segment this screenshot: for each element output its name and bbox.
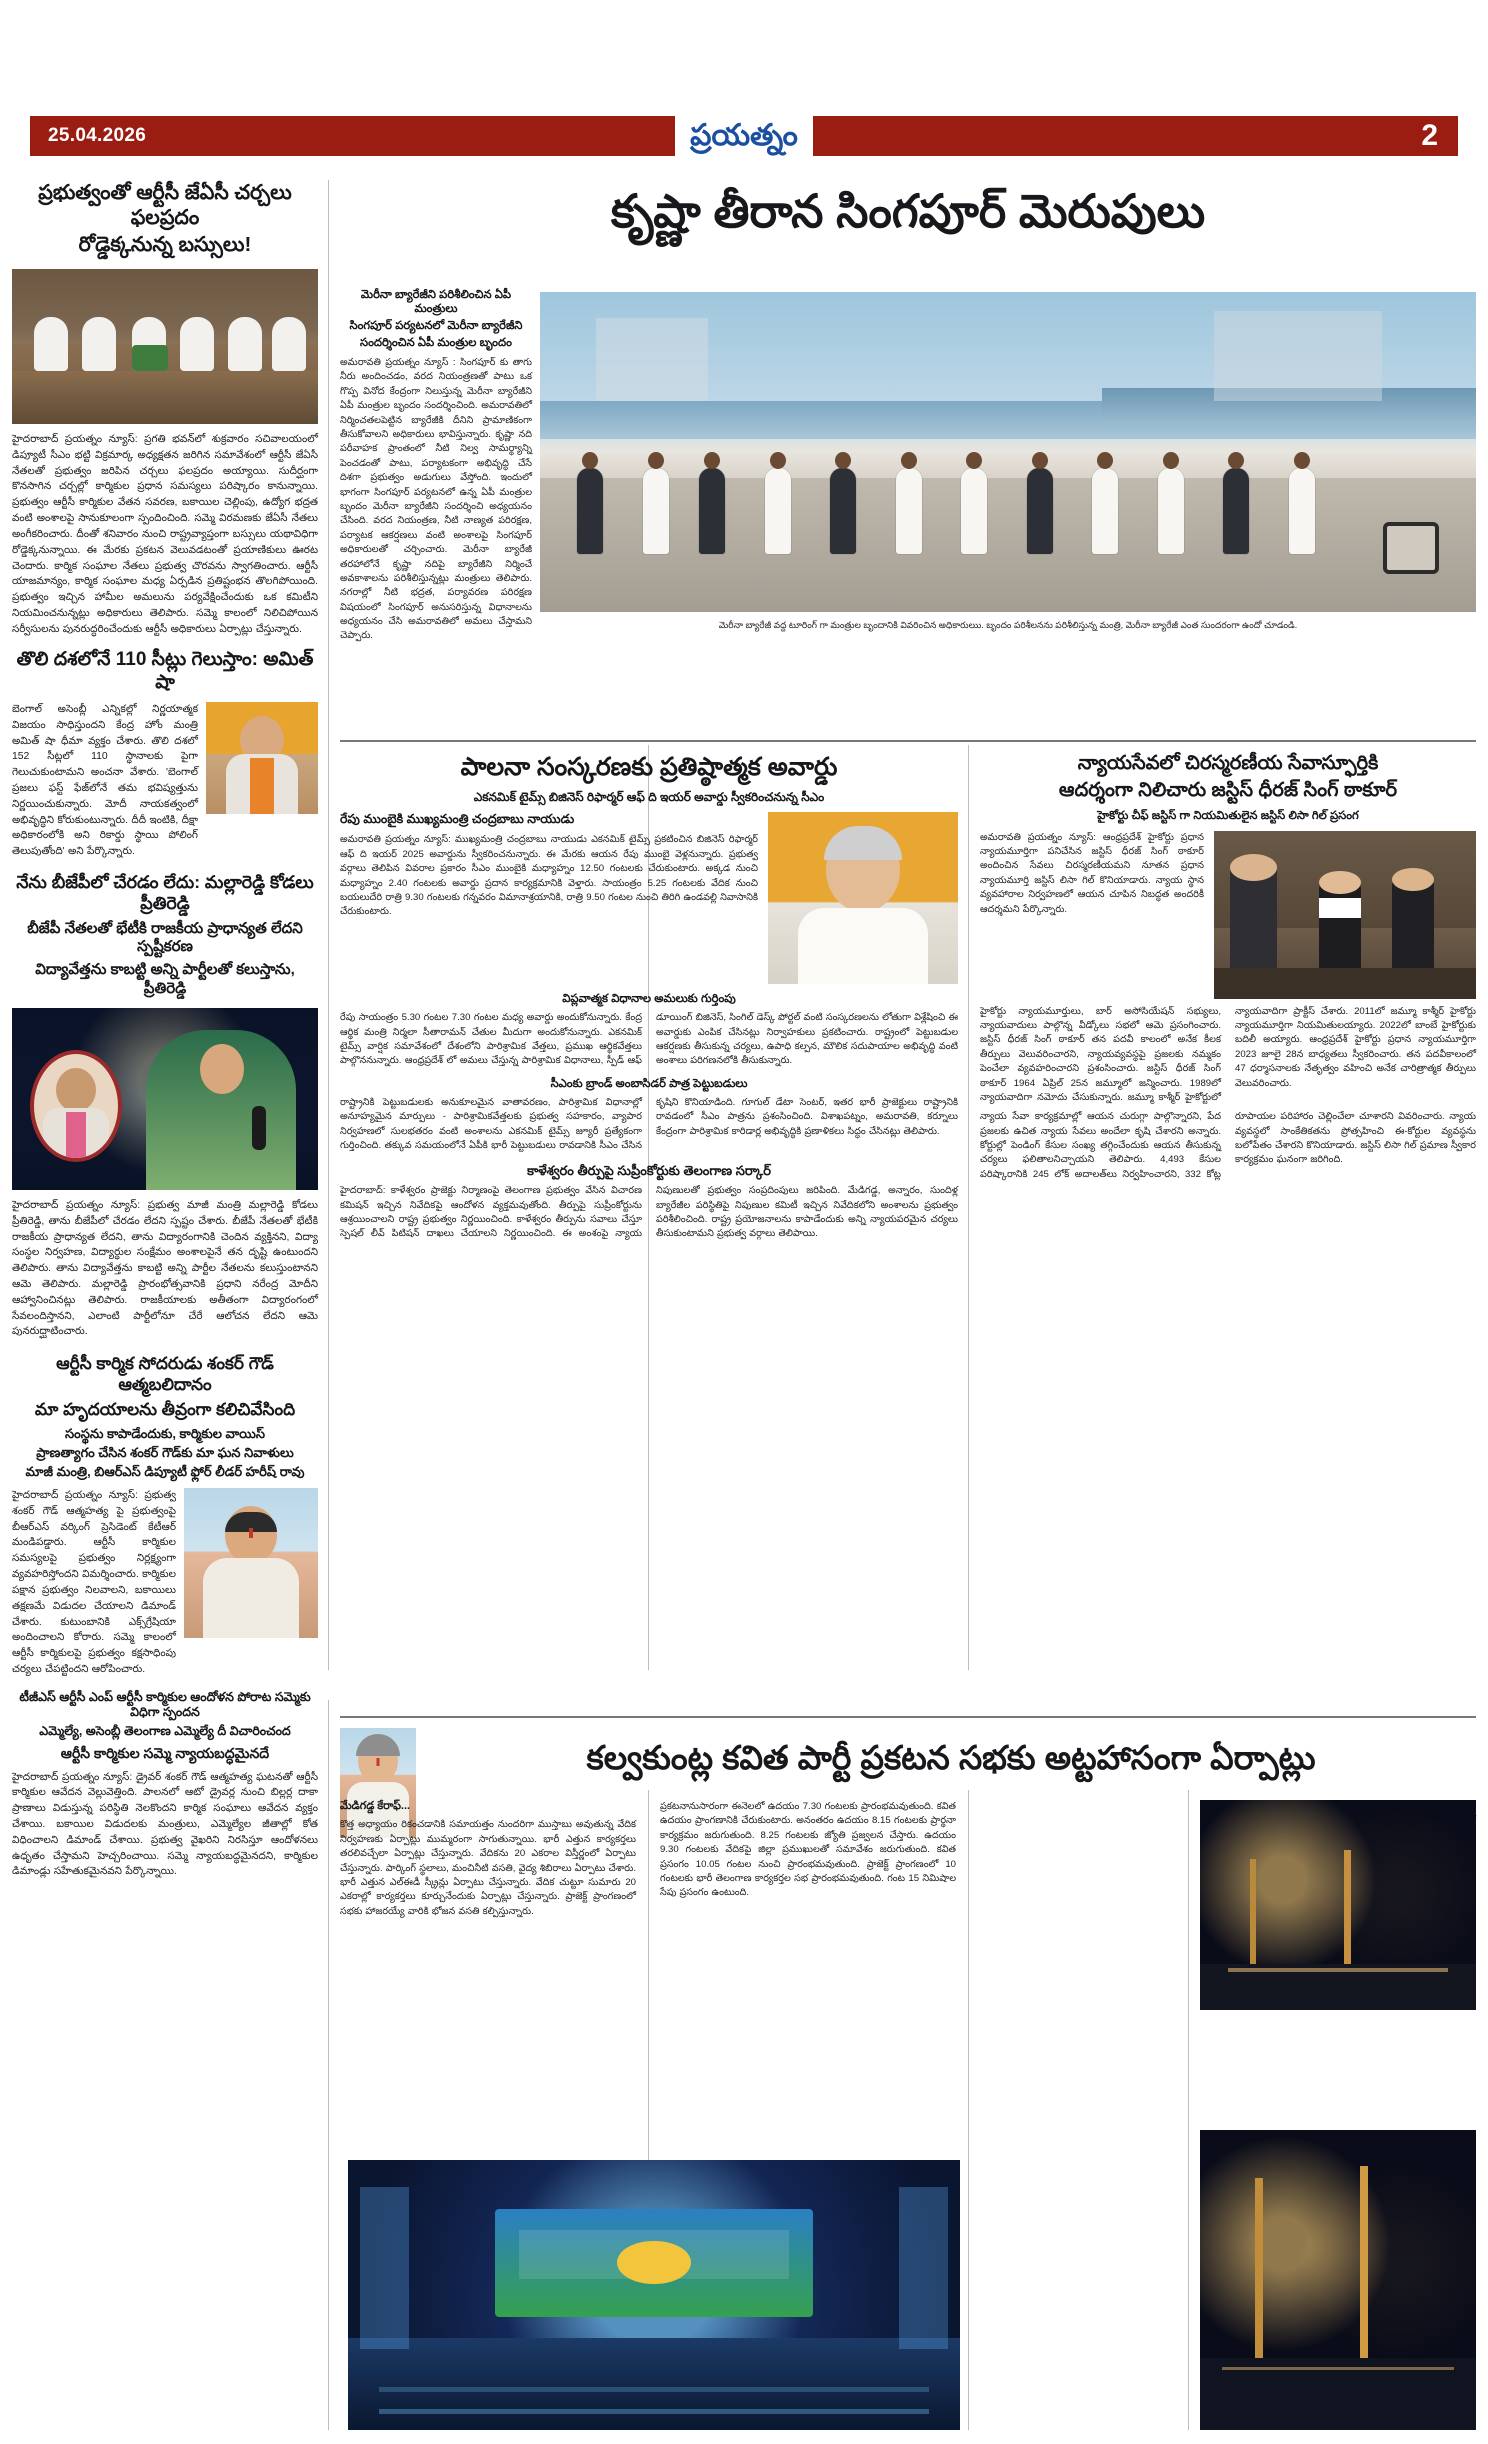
story-amit-shah-headline: తొలి దశలోనే 110 సీట్లు గెలుస్తాం: అమిత్ షా bbox=[16, 648, 314, 693]
horizontal-rule-bottom bbox=[340, 1716, 1476, 1718]
story-preethi-headline-3: విద్యావేత్తను కాబట్టి అన్ని పార్టీలతో కలుస్తాను, ప్రీతిరెడ్డి bbox=[35, 961, 295, 997]
photo-amit-shah bbox=[206, 702, 318, 814]
photo-preethi-rally bbox=[12, 1008, 318, 1190]
main-sub-3: సందర్శించిన ఏపీ మంత్రుల బృందం bbox=[360, 337, 512, 350]
award-sub-2: రేపు ముంబైకి ముఖ్యమంత్రి చంద్రబాబు నాయుడు bbox=[340, 812, 575, 827]
award-sub-4: సీఎంకు బ్రాండ్ అంబాసిడర్ పాత్ర పెట్టుబడులు bbox=[550, 1077, 748, 1090]
photo-marina-barrage bbox=[540, 292, 1476, 612]
photo-stage-night bbox=[1200, 1800, 1476, 2010]
story-rtc-jac-headline-1: ప్రభుత్వంతో ఆర్టీసీ జేఏసీ చర్చలు ఫలప్రదం bbox=[38, 181, 292, 229]
main-headline: కృష్ణా తీరాన సింగపూర్ మెరుపులు bbox=[610, 185, 1206, 237]
main-story-body: అమరావతి ప్రయత్నం న్యూస్ : సింగపూర్ కు తాగు నీరు అందించడం, వరద నియంత్రణతో పాటు ఒక గొప్ప వినోద కేంద్రంగా నిలుస్తున్న మెరీనా బ్యారేజీని ఏపీ మంత్రుల బృందం సందర్శించింది. అమరావతిలో నిర్మించతలపెట్టిన బ్యారేజీకి దీనిని ప్రామాణికంగా తీసుకోవాలని అధికారులు భావిస్తున్నారు. కృష్ణా నది పరీవాహక ప్రాంతంలో నీటి నిల్వ సామర్థ్యాన్ని పెంచడంతో పాటు, పర్యాటకంగా అభివృద్ధి చేసే దిశగా ప్రభుత్వం అడుగులు వేస్తోంది. ఇందులో భాగంగా సింగపూర్ పర్యటనలో ఉన్న ఏపీ మంత్రుల బృందం మెరీనా బ్యారేజీని సందర్శించి అధ్యయనం చేసింది. వరద నియంత్రణ, నీటి నాణ్యత పరిరక్షణ, పర్యాటక ఆకర్షణలు వంటి అంశాలపై సింగపూర్ అధికారులతో చర్చించారు. మెరీనా బ్యారేజీ తరహాలోనే కృష్ణా నదిపై బ్యారేజీని నిర్మించే అవకాశాలను పరిశీలిస్తున్నట్లు మంత్రులు తెలిపారు. నగరాల్లో నీటి భద్రత, పర్యావరణ పరిరక్షణ విషయంలో సింగపూర్ అనుసరిస్తున్న విధానాలను అధ్యయనం చేసి అమరావతిలో అమలు చేస్తామని చెప్పారు. bbox=[340, 357, 532, 642]
award-body: అమరావతి ప్రయత్నం న్యూస్: ముఖ్యమంత్రి చంద్రబాబు నాయుడు ఎకనమిక్ టైమ్స్ ప్రకటించిన బిజినెస్ రిఫార్మర్ ఆఫ్ ది ఇయర్ 2025 అవార్డును స్వీకరించనున్నారు. ఈ మేరకు ఆయన రేపు ముంబై వెళ్లనున్నారు. ప్రభుత్వ వర్గాలు తెలిపిన వివరాల ప్రకారం సీఎం ముంబైకి మధ్యాహ్నం 12.50 గంటలకు చేరుకుంటారు. అక్కడ నుంచి మధ్యాహ్నం 2.40 గంటలకు అవార్డు ప్రదాన కార్యక్రమానికి వెళ్తారు. సాయంత్రం 5.25 గంటలకు వేదిక నుంచి బయలుదేరి రాత్రి 9.30 గంటలకు గన్నవరం విమానాశ్రయానికి, రాత్రి 9.50 గంటల నుంచి తిరిగి ఉండవల్లి నివాసానికి చేరుకుంటారు. bbox=[340, 834, 758, 918]
photo-chandrababu bbox=[768, 812, 958, 984]
story-preethi-reddy bbox=[12, 872, 318, 1340]
photo-rtc-meeting bbox=[12, 269, 318, 424]
award-headline: పాలనా సంస్కరణకు ప్రతిష్ఠాత్మక అవార్డు bbox=[460, 753, 838, 781]
story-rtc-strike-body: హైదరాబాద్ ప్రయత్నం న్యూస్: డ్రైవర్ శంకర్ గౌడ్ ఆత్మహత్య ఘటనతో ఆర్టీసీ కార్మికుల ఆవేదన వెల్లువెత్తింది. పాలనలో ఆటో డ్రైవర్ల నుంచి బిల్లర్ల దాకా ప్రాణాలు విడుస్తున్న పరిస్థితి నెలకొందని కార్మిక సంఘాలు ఆవేదన వ్యక్తం చేశాయి. బకాయిల విడుదలకు మంత్రులు, ఎమ్మెల్యేల జీతాల్లో కోత విధించాలని డిమాండ్ చేశాయి. ప్రభుత్వ వైఖరిని నిరసిస్తూ ఆందోళనలు ఉధృతం చేస్తామని హెచ్చరించాయి. సమ్మె న్యాయబద్ధమైనదని, కార్మికుల డిమాండ్లు సహేతుకమైనవని పేర్కొన్నాయి. bbox=[12, 1771, 318, 1878]
column-divider-1 bbox=[328, 180, 329, 1670]
horizontal-rule-top bbox=[340, 740, 1476, 742]
right-column bbox=[980, 752, 1476, 1182]
story-rtc-jac-headline-2: రోడ్డెక్కనున్న బస్సులు! bbox=[78, 233, 252, 256]
justice-body-2: హైకోర్టు న్యాయమూర్తులు, బార్ అసోసియేషన్ సభ్యులు, న్యాయవాదులు పాల్గొన్న వీడ్కోలు సభలో ఆమె ప్రసంగించారు. జస్టిస్ ధీరజ్ సింగ్ ఠాకూర్ తన పదవీ కాలంలో అనేక కీలక తీర్పులు వెలువరించారని, న్యాయవ్యవస్థపై ప్రజలకు నమ్మకం పెంచేలా వ్యవహరించారని ప్రశంసించారు. జస్టిస్ ధీరజ్ సింగ్ ఠాకూర్ 1964 ఏప్రిల్ 25న జమ్మూలో జన్మించారు. 1989లో న్యాయవాదిగా నమోదు చేసుకున్నారు. జమ్మూ కాశ్మీర్ హైకోర్టులో న్యాయవాదిగా ప్రాక్టీస్ చేశారు. 2011లో జమ్మూ కాశ్మీర్ హైకోర్టు న్యాయమూర్తిగా నియమితులయ్యారు. 2022లో బాంబే హైకోర్టుకు బదిలీ అయ్యారు. ఆంధ్రప్రదేశ్ హైకోర్టు ప్రధాన న్యాయమూర్తిగా 2023 జూలై 28న బాధ్యతలు స్వీకరించారు. తన పదవీకాలంలో 47 ధర్మాసనాలకు నేతృత్వం వహించి అనేక చారిత్రాత్మక తీర్పులు వెలువరించారు. bbox=[980, 1005, 1476, 1103]
story-shankar-headline-5: మాజీ మంత్రి, బిఆర్ఎస్ డిప్యూటీ ఫ్లోర్ లీడర్ హరీష్ రావు bbox=[25, 1464, 305, 1480]
photo-main-stage bbox=[348, 2160, 960, 2430]
award-body-2: రేపు సాయంత్రం 5.30 గంటల 7.30 గంటల మధ్య అవార్డు అందుకోనున్నారు. కేంద్ర ఆర్థిక మంత్రి నిర్మలా సీతారామన్ చేతుల మీదుగా అందుకోనున్నారు. ఎకనమిక్ టైమ్స్ వార్షిక సమావేశంలో దేశంలోని పారిశ్రామిక వేత్తలు, ప్రముఖ ఆర్థికవేత్తలు పాల్గొననున్నారు. ఆంధ్రప్రదేశ్ లో అమలు చేస్తున్న పారిశ్రామిక విధానాలు, స్పీడ్ ఆఫ్ డూయింగ్ బిజినెస్, సింగిల్ డెస్క్ పోర్టల్ వంటి సంస్కరణలను లోతుగా విశ్లేషించి ఈ అవార్డుకు ఎంపిక చేసినట్లు నిర్వాహకులు ప్రకటించారు. రాష్ట్రంలో పెట్టుబడుల ఆకర్షణకు తీసుకున్న చర్యలు, ఉపాధి కల్పన, మౌలిక సదుపాయాల అభివృద్ధి వంటి అంశాలు పరిగణనలోకి తీసుకున్నారు. bbox=[340, 1012, 958, 1067]
story-rtc-strike-headline-2: ఎమ్మెల్యే, అసెంబ్లీ తెలంగాణ ఎమ్మెల్యే దీ విచారించంద bbox=[39, 1724, 291, 1739]
award-sub-3: విప్లవాత్మక విధానాల అమలుకు గుర్తింపు bbox=[562, 993, 736, 1006]
main-sub-1: మెరీనా బ్యారేజీని పరిశీలించిన ఏపీ మంత్రులు bbox=[360, 289, 512, 316]
publication-logo bbox=[675, 102, 813, 170]
column-divider-5 bbox=[968, 1790, 969, 2430]
issue-date: 25.04.2026 bbox=[48, 125, 147, 146]
main-headline-block bbox=[340, 186, 1476, 237]
story-amit-shah bbox=[12, 648, 318, 860]
photo-harish-rao bbox=[184, 1488, 318, 1638]
bottom-col-2 bbox=[660, 1800, 956, 1901]
column-divider-3 bbox=[968, 745, 969, 1670]
story-rtc-strike bbox=[12, 1690, 318, 1881]
column-divider-7 bbox=[328, 1700, 329, 2430]
story-shankar-goud bbox=[12, 1354, 318, 1678]
story-preethi-headline-1: నేను బీజేపీలో చేరడం లేదు: మల్లారెడ్డి కోడలు ప్రీతిరెడ్డి bbox=[16, 872, 314, 914]
column-divider-6 bbox=[1188, 1790, 1189, 2430]
main-sub-2: సింగపూర్ పర్యటనలో మెరీనా బ్యారేజీని bbox=[349, 320, 523, 333]
justice-body-1: అమరావతి ప్రయత్నం న్యూస్: ఆంధ్రప్రదేశ్ హైకోర్టు ప్రధాన న్యాయమూర్తిగా పనిచేసిన జస్టిస్ ధీరజ్ సింగ్ ఠాకూర్ అందించిన సేవలు చిరస్మరణీయమని నూతన ప్రధాన న్యాయమూర్తి జస్టిస్ లిసా గిల్ కొనియాడారు. న్యాయ స్థాన వ్యవహారాల నిర్వహణలో ఆయన చూపిన నిబద్ధత అందరికీ ఆదర్శమని పేర్కొన్నారు. bbox=[980, 831, 1204, 915]
photo-night-lights bbox=[1200, 2130, 1476, 2430]
kaleshwaram-body: హైదరాబాద్: కాళేశ్వరం ప్రాజెక్టు నిర్మాణంపై తెలంగాణ ప్రభుత్వం వేసిన విచారణ కమిషన్ ఇచ్చిన నివేదికపై ఆందోళన వ్యక్తమవుతోంది. తీర్పుపై సుప్రీంకోర్టును ఆశ్రయించాలని రాష్ట్ర ప్రభుత్వం నిర్ణయించింది. కాళేశ్వరం తీర్పును సవాలు చేస్తూ స్పెషల్ లీవ్ పిటిషన్ దాఖలు చేయాలని నిర్ణయించింది. ఈ అంశంపై న్యాయ నిపుణులతో ప్రభుత్వం సంప్రదింపులు జరిపింది. మేడిగడ్డ, అన్నారం, సుందిళ్ల బ్యారేజీల పరిస్థితిపై నిపుణుల కమిటీ ఇచ్చిన నివేదికలోని అంశాలను ప్రభుత్వం పరిశీలించింది. రాష్ట్ర ప్రయోజనాలను కాపాడేందుకు అన్ని న్యాయపరమైన చర్యలు తీసుకుంటామని ప్రభుత్వ వర్గాలు తెలిపాయి. bbox=[340, 1185, 958, 1240]
left-column bbox=[12, 180, 318, 1880]
photo-marina-caption: మెరీనా బ్యారేజీ వద్ద టూరింగ్ గా మంత్రుల బృందానికి వివరించిన అధికారులుు. బృందం పరిశీలనను పరిశీలిస్తున్న మంత్రి, మెరీనా బ్యారేజీ ఎంత సుందరంగా ఉందో చూడండి. bbox=[718, 620, 1298, 630]
story-shankar-headline-1: ఆర్టీసీ కార్మిక సోదరుడు శంకర్ గౌడ్ ఆత్మబలిదానం bbox=[56, 1354, 274, 1394]
story-rtc-strike-headline-1: టీజీఎస్ ఆర్టీసీ ఎంప్ ఆర్టీసీ కార్మికుల ఆందోళన పోరాట సమ్మెకు విధిగా స్పందన bbox=[19, 1689, 311, 1719]
justice-sub: హైకోర్టు చీఫ్ జస్టిస్ గా నియమితులైన జస్టిస్ లిసా గిల్ ప్రసంగ bbox=[1097, 809, 1359, 822]
justice-headline-1: న్యాయసేవలో చిరస్మరణీయ సేవాస్ఫూర్తికి bbox=[1077, 752, 1379, 774]
award-sub: ఎకనమిక్ టైమ్స్ బిజినెస్ రిఫార్మర్ ఆఫ్ ది ఇయర్ అవార్డు స్వీకరించనున్న సీఎం bbox=[473, 789, 825, 804]
kaleshwaram-sub: కాళేశ్వరం తీర్పుపై సుప్రీంకోర్టుకు తెలంగాణ సర్కార్ bbox=[527, 1163, 771, 1179]
story-shankar-headline-2: మా హృదయాలను తీవ్రంగా కలిచివేసింది bbox=[34, 1399, 296, 1419]
bottom-body-1: కొత్త అధ్యాయం రికంచడానికి సమాయత్తం నుందరిగా ముస్తాబు అవుతున్న వేదిక నిర్వహణకు ఏర్పాట్లు ముమ్మరంగా సాగుతున్నాయి. భారీ ఎత్తున కార్యకర్తలు తరలివచ్చేలా ఏర్పాట్లు చేస్తున్నారు. వేదికను 20 ఎకరాల విస్తీర్ణంలో ఏర్పాటు చేస్తున్నారు. పార్కింగ్ స్థలాలు, మంచినీటి వసతి, వైద్య శిబిరాలు ఏర్పాటు చేశారు. భారీ ఎత్తున ఎల్ఈడీ స్క్రీన్లు ఏర్పాటు చేస్తున్నారు. వేదిక చుట్టూ సుమారు 20 ఎకరాల్లో కార్యకర్తలు కూర్చునేందుకు ఏర్పాట్లు చేస్తున్నారు. ప్రాజెక్ట్ ప్రాంగణంలో సభకు హాజరయ్యే వారికి భోజన వసతి కల్పిస్తున్నారు. bbox=[340, 1819, 636, 1917]
bottom-sub: మేడిగడ్డ కేరాఫ్... bbox=[340, 1800, 411, 1812]
photo-court-ceremony bbox=[1214, 831, 1476, 999]
bottom-headline-block bbox=[426, 1738, 1476, 1778]
middle-column bbox=[340, 752, 958, 1242]
story-amit-shah-body: బెంగాల్ అసెంబ్లీ ఎన్నికల్లో నిర్ణయాత్మక విజయం సాధిస్తుందని కేంద్ర హోం మంత్రి అమిత్ షా ధీమా వ్యక్తం చేశారు. తొలి దశలో 152 సీట్లలో 110 స్థానాలకు పైగా గెలుచుకుంటామని అంచనా వేశారు. 'బెంగాల్ ప్రజలు ఫస్ట్ ఫేజ్‌లోనే తమ భవిష్యత్తును నిర్ణయించుకున్నారు. మోదీ నాయకత్వంలో అభివృద్ధిని కోరుకుంటున్నారు. దీదీ ఇంటికి, దీక్షా అధికారంలోకి అని రికార్డు స్థాయి పోలింగ్ తెలుపుతోంది' అని పేర్కొన్నారు. bbox=[12, 703, 198, 858]
award-body-3: రాష్ట్రానికి పెట్టుబడులకు అనుకూలమైన వాతావరణం, పారిశ్రామిక విధానాల్లో అనూహ్యమైన మార్పులు - పారిశ్రామికవేత్తలకు ప్రభుత్వ సహకారం, వ్యాపార నిర్వహణలో సులభతరం వంటి అంశాలను ఎకనమిక్ టైమ్స్ జ్యూరీ ప్రత్యేకంగా గుర్తించింది. తక్కువ సమయంలోనే ఏపీకి భారీ పెట్టుబడులు రావడానికి సీఎం చేసిన కృషిని కొనియాడింది. గూగుల్ డేటా సెంటర్, ఇతర భారీ ప్రాజెక్టులు రాష్ట్రానికి రావడంలో సీఎం పాత్రను ప్రశంసించింది. విశాఖపట్నం, అమరావతి, కర్నూలు కేంద్రంగా పారిశ్రామిక కారిడార్ల అభివృద్ధికి ప్రణాళికలు సిద్ధం చేసినట్లు తెలిపారు. bbox=[340, 1096, 958, 1151]
story-rtc-jac bbox=[12, 180, 318, 638]
story-shankar-headline-4: ప్రాణత్యాగం చేసిన శంకర్ గౌడ్‌కు మా ఘన నివాళులు bbox=[36, 1445, 294, 1461]
justice-body-3: న్యాయ సేవా కార్యక్రమాల్లో ఆయన చురుగ్గా పాల్గొన్నారని, పేద ప్రజలకు ఉచిత న్యాయ సేవలు అందేలా కృషి చేశారని అన్నారు. కోర్టుల్లో పెండింగ్ కేసుల సంఖ్య తగ్గించేందుకు ఆయన తీసుకున్న చర్యలు ఫలితాలనిచ్చాయని తెలిపారు. 4,493 కేసుల పరిష్కారానికి 245 లోక్ అదాలత్‌లు నిర్వహించారని, 332 కోట్ల రూపాయల పరిహారం చెల్లించేలా చూశారని వివరించారు. న్యాయ వ్యవస్థలో సాంకేతికతను ప్రోత్సహించి ఈ-కోర్టుల వ్యవస్థను బలోపేతం చేశారని కొనియాడారు. జస్టిస్ లిసా గిల్ ప్రమాణ స్వీకార కార్యక్రమం ఘనంగా జరిగింది. bbox=[980, 1111, 1476, 1180]
justice-headline-2: ఆదర్శంగా నిలిచారు జస్టిస్ ధీరజ్ సింగ్ ఠాకూర్ bbox=[1058, 778, 1398, 801]
bottom-col-1 bbox=[340, 1800, 636, 1919]
masthead-bar bbox=[30, 116, 1458, 156]
story-rtc-jac-body: హైదరాబాద్ ప్రయత్నం న్యూస్: ప్రగతి భవన్‌లో శుక్రవారం సచివాలయంలో డిప్యూటీ సీఎం భట్టి విక్రమార్క అధ్యక్షతన జరిగిన సమావేశంలో ఆర్టీసీ జేఏసీ నేతలతో ప్రభుత్వం జరిపిన చర్చలు ఫలప్రదం అయ్యాయి. సుదీర్ఘంగా కొనసాగిన చర్చల్లో కార్మికుల ప్రధాన సమస్యలు పరిష్కారం కానున్నాయి. ప్రభుత్వం ఆర్టీసీ కార్మికుల వేతన సవరణ, బకాయిల చెల్లింపు, ఉద్యోగ భద్రత వంటి అంశాలపై సానుకూలంగా స్పందించింది. సమ్మె విరమణకు జేఏసీ నేతలు అంగీకరించారు. దీంతో శనివారం నుంచి రాష్ట్రవ్యాప్తంగా బస్సులు యథావిధిగా రోడ్డెక్కనున్నాయి. ఈ మేరకు ప్రకటన వెలువడటంతో ప్రయాణికులు ఊరట చెందారు. కార్మిక సంఘాల నేతలు ప్రభుత్వ చొరవను స్వాగతించారు. ఆర్టీసీ యాజమాన్యం, కార్మిక సంఘాల మధ్య ఏర్పడిన ప్రతిష్టంభన తొలగిపోయింది. ప్రభుత్వం ఇచ్చిన హామీల అమలును పర్యవేక్షించేందుకు ఒక కమిటీని నియమించనున్నట్లు అధికారులు తెలిపారు. సమ్మె కాలంలో నిలిచిపోయిన సర్వీసులను పునరుద్ధరించేందుకు ఆర్టీసీ అధికారులు ఏర్పాట్లు చేస్తున్నారు. bbox=[12, 434, 318, 635]
publication-logo-text: ప్రయత్నం bbox=[690, 119, 798, 152]
story-rtc-strike-headline-3: ఆర్టీసీ కార్మికుల సమ్మె న్యాయబద్ధమైనదే bbox=[60, 1744, 270, 1761]
story-shankar-body: హైదరాబాద్ ప్రయత్నం న్యూస్: ప్రభుత్వ శంకర్ గౌడ్ ఆత్మహత్య పై ప్రభుత్వంపై బీఆర్ఎస్ వర్కింగ్ ప్రెసిడెంట్ కేటీఆర్ మండిపడ్డారు. ఆర్టీసీ కార్మికుల సమస్యలపై ప్రభుత్వం నిర్లక్ష్యంగా వ్యవహరిస్తోందని విమర్శించారు. కార్మికుల పక్షాన ప్రభుత్వం నిలవాలని, బకాయిలు తక్షణమే విడుదల చేయాలని డిమాండ్ చేశారు. కుటుంబానికి ఎక్స్‌గ్రేషియా అందించాలని కోరారు. సమ్మె కాలంలో ఆర్టీసీ కార్మికులపై ప్రభుత్వం కక్షసాధింపు చర్యలు చేపట్టిందని ఆరోపించారు. bbox=[12, 1490, 177, 1675]
story-preethi-body: హైదరాబాద్ ప్రయత్నం న్యూస్: ప్రభుత్వ మాజీ మంత్రి మల్లారెడ్డి కోడలు ప్రీతిరెడ్డి, తాను బీజేపీలో చేరడం లేదని స్పష్టం చేశారు. బీజేపీ నేతలతో భేటీకి రాజకీయ ప్రాధాన్యత లేదని, తాను విద్యారంగానికి చెందిన వ్యక్తినని, విద్యా సంస్థల నిర్వహణ, విద్యార్థుల సంక్షేమం అంశాలపైనే తన దృష్టి ఉంటుందని తెలిపారు. తాను విద్యావేత్తను కాబట్టి అన్ని పార్టీల నేతలను కలుస్తుంటానని ఆమె తెలిపారు. మల్లారెడ్డి ప్రారంభోత్సవానికి ప్రధాని నరేంద్ర మోదీని ఆహ్వానించినట్లు తెలిపారు. రాజకీయాలకు అతీతంగా విద్యారంగంలో సేవలందిస్తానని, ఎలాంటి పార్టీలోనూ చేరే ఆలోచన లేదని ఆమె పునరుద్ఘాటించారు. bbox=[12, 1199, 318, 1338]
story-shankar-headline-3: సంస్థను కాపాడేందుకు, కార్మికుల వాయిస్ bbox=[65, 1426, 265, 1442]
main-story-text bbox=[340, 288, 532, 644]
story-preethi-headline-2: బీజేపీ నేతలతో భేటీకి రాజకీయ ప్రాధాన్యత లేదని స్పష్టీకరణ bbox=[27, 919, 303, 956]
bottom-headline: కల్వకుంట్ల కవిత పార్టీ ప్రకటన సభకు అట్టహాసంగా ఏర్పాట్లు bbox=[586, 1739, 1316, 1776]
page-number: 2 bbox=[1421, 119, 1438, 152]
bottom-body-2: ప్రకటనానుసారంగా ఈనెలలో ఉదయం 7.30 గంటలకు ప్రారంభమవుతుంది. కవిత ఉదయం ప్రాంగణానికి చేరుకుంటారు. అనంతరం ఉదయం 8.15 గంటలకు ప్రార్థనా కార్యక్రమం జరుగుతుంది. 8.25 గంటలకు జ్యోతి ప్రజ్వలన చేస్తారు. ఉదయం 9.30 గంటలకు వేదికపై జిల్లా ప్రముఖులతో సమావేశం జరుగుతుంది. కవిత ప్రసంగం 10.05 గంటల నుంచి ప్రారంభమవుతుంది. ప్రాజెక్ట్ ప్రాంగణంలో 10 గంటలకు భారీ తెలంగాణ కార్యకర్తల సభ ప్రారంభమవుతుంది. గంట 15 నిమిషాల సేపు ప్రసంగం ఉంటుంది. bbox=[660, 1801, 956, 1899]
